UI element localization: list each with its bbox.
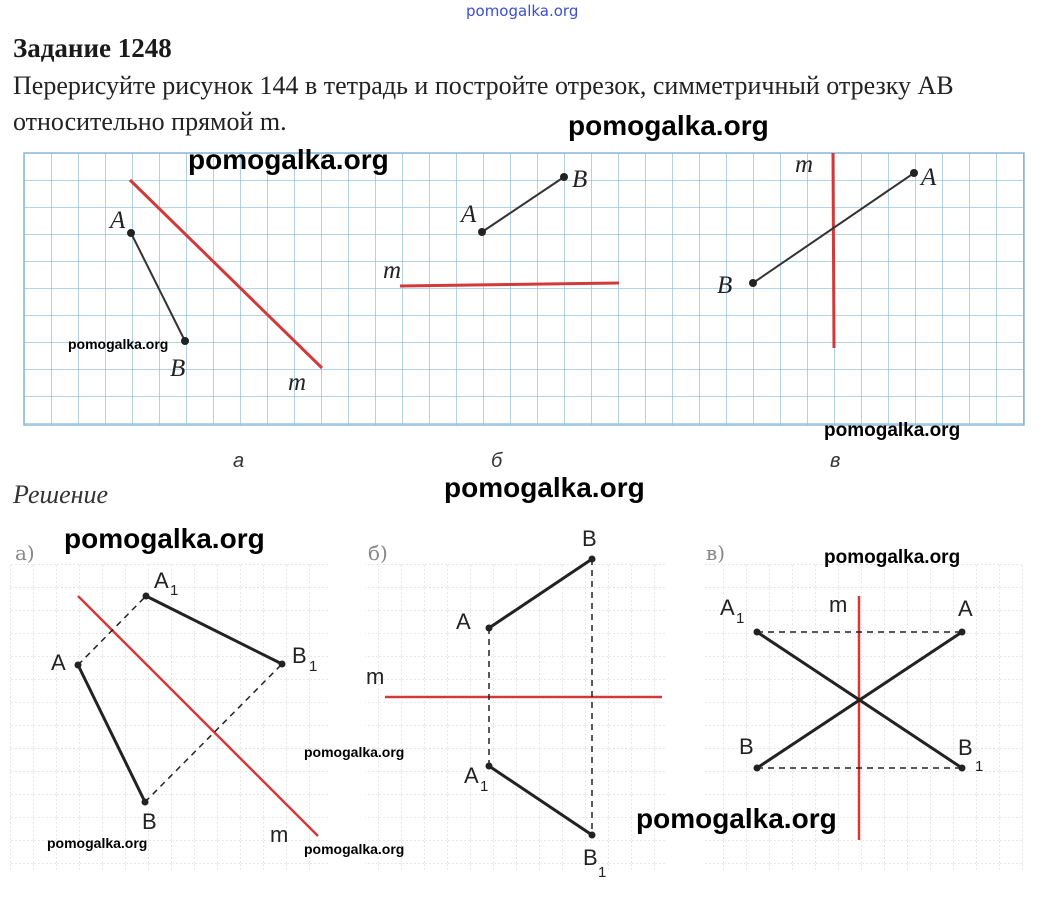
label-m-a: m — [288, 369, 307, 396]
label-b1-sol-a: B — [292, 643, 307, 668]
caption-v: в — [830, 450, 841, 472]
label-a-sol-b: A — [456, 609, 471, 634]
label-m-sol-v: m — [829, 592, 848, 617]
label-a1-sol-b: A — [464, 763, 479, 788]
label-b-a: B — [170, 355, 186, 382]
figure-grid — [24, 153, 1024, 425]
watermark-3: pomogalka.org — [68, 336, 169, 352]
task-title: Задание 1248 — [13, 33, 172, 63]
watermark-6: pomogalka.org — [64, 523, 265, 554]
watermark-top: pomogalka.org — [466, 2, 579, 20]
solution-heading: Решение — [13, 480, 109, 509]
watermark-11: pomogalka.org — [304, 841, 405, 857]
task-text: Перерисуйте рисунок 144 в тетрадь и постройте отрезок, симметричный отрезку AB относительно прямой m. — [13, 71, 954, 136]
svg-text:1: 1 — [736, 610, 745, 627]
watermark-8: pomogalka.org — [304, 744, 405, 760]
watermark-9: pomogalka.org — [636, 803, 837, 834]
label-b1-sol-b: B — [583, 845, 598, 870]
watermark-5: pomogalka.org — [444, 472, 645, 503]
solution-b-label: б) — [368, 541, 388, 565]
label-b-sol-v: B — [739, 734, 754, 759]
label-m-sol-b: m — [366, 664, 385, 689]
label-a-sol-a: A — [51, 650, 66, 675]
label-a-a: A — [110, 207, 126, 234]
svg-text:1: 1 — [309, 658, 318, 675]
watermark-4: pomogalka.org — [824, 420, 961, 441]
label-b-sol-b: B — [582, 526, 597, 551]
point-a-b — [478, 228, 486, 236]
svg-text:1: 1 — [480, 778, 489, 795]
point-b-b — [560, 173, 568, 181]
caption-a: а — [233, 450, 245, 472]
label-b-v: B — [717, 272, 733, 299]
svg-text:1: 1 — [598, 864, 607, 881]
label-a-b: A — [461, 201, 477, 228]
label-b-sol-a: B — [142, 809, 157, 834]
solution-v-label: в) — [706, 541, 726, 565]
label-b1-sol-v: B — [958, 735, 973, 760]
label-b-b: B — [572, 166, 588, 193]
solution-a-label: а) — [15, 541, 35, 565]
label-a1-sol-a: A — [154, 568, 169, 593]
label-a-sol-v: A — [958, 596, 973, 621]
watermark-10: pomogalka.org — [47, 835, 148, 851]
point-a-a — [127, 229, 135, 237]
point-b-v — [749, 279, 757, 287]
solution-a — [10, 541, 330, 870]
point-b-a — [181, 337, 189, 345]
label-m-b: m — [383, 257, 402, 284]
label-m-v: m — [795, 151, 814, 178]
caption-b: б — [491, 450, 503, 472]
watermark-2: pomogalka.org — [188, 144, 389, 175]
label-m-sol-a: m — [270, 822, 289, 847]
label-a-v: A — [921, 164, 937, 191]
point-a-v — [910, 169, 918, 177]
solution-b — [365, 526, 665, 881]
watermark-1: pomogalka.org — [568, 110, 769, 141]
line-m-v — [833, 153, 834, 348]
svg-text:1: 1 — [975, 758, 984, 775]
svg-text:1: 1 — [170, 582, 179, 599]
watermark-7: pomogalka.org — [824, 547, 961, 568]
label-a1-sol-v: A — [720, 595, 735, 620]
